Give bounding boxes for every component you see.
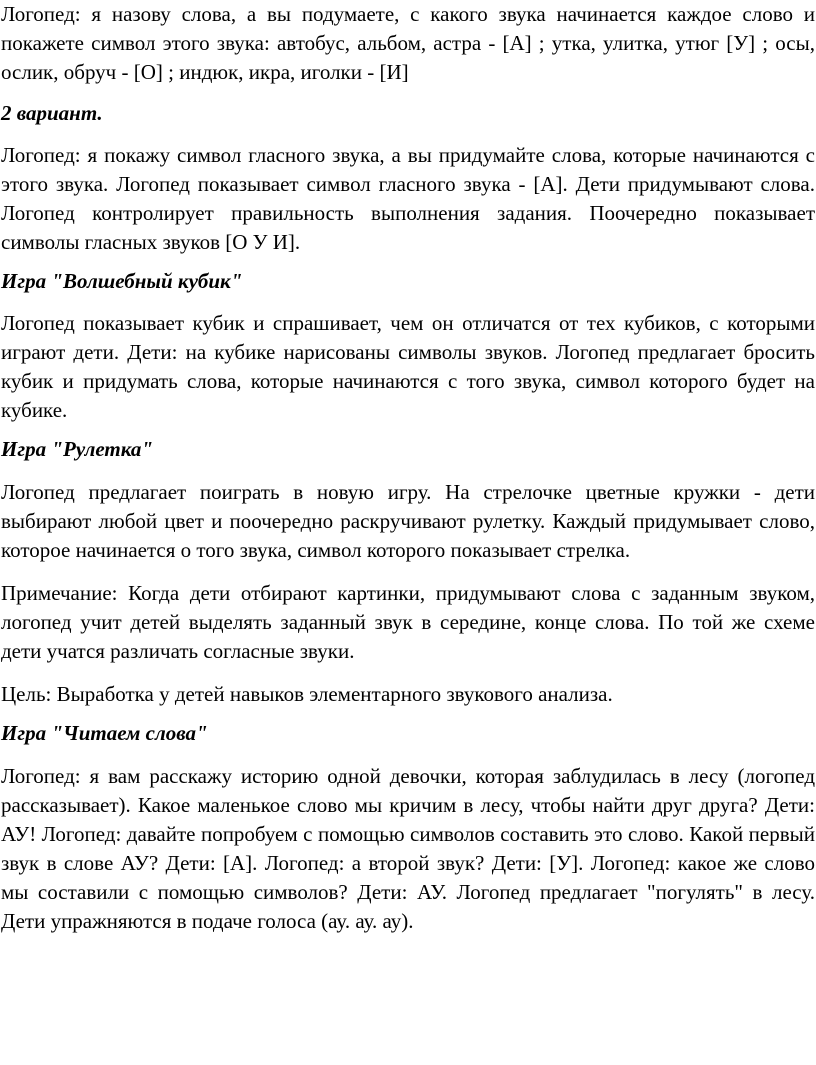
variant2-paragraph: Логопед: я покажу символ гласного звука, а вы придумайте слова, которые начинаются с этого звука. Логопед показывает символ гласного звука - [А]. Дети придумывают слова. Логопед контролирует правильность выполнения задания. Поочередно показывает символы гласных звуков [О У И]. [1,143,815,254]
read-words-paragraph: Логопед: я вам расскажу историю одной девочки, которая заблудилась в лесу (логопед рассказывает). Какое маленькое слово мы кричим в лесу, чтобы найти друг друга? Дети: АУ! Логопед: давайте попробуем с помощью символов составить это слово. Какой первый звук в слове АУ? Дети: [А]. Логопед: а второй звук? Дети: [У]. Логопед: какое же слово мы составили с помощью символов? Дети: АУ. Логопед предлагает "погулять" в лесу. Дети упражняются в подаче голоса (ау. ау. ау). [1,764,815,933]
magic-cube-heading: Игра "Волшебный кубик" [1,269,243,293]
note-paragraph: Примечание: Когда дети отбирают картинки, придумывают слова с заданным звуком, логопед учит детей выделять заданный звук в середине, конце слова. По той же схеме дети учатся различать согласные звуки. [1,581,815,663]
roulette-heading: Игра "Рулетка" [1,437,154,461]
intro-paragraph: Логопед: я назову слова, а вы подумаете, с какого звука начинается каждое слово и покажете символ этого звука: автобус, альбом, астра - [А] ; утка, улитка, утюг [У] ; осы, ослик, обруч - [О] ; индюк, икра, иголки - [И] [1,2,815,84]
goal-paragraph: Цель: Выработка у детей навыков элементарного звукового анализа. [1,682,613,706]
variant2-heading: 2 вариант. [1,101,103,125]
read-words-heading: Игра "Читаем слова" [1,721,208,745]
roulette-paragraph: Логопед предлагает поиграть в новую игру. На стрелочке цветные кружки - дети выбирают любой цвет и поочередно раскручивают рулетку. Каждый придумывает слово, которое начинается о того звука, символ которого показывает стрелка. [1,480,815,562]
magic-cube-paragraph: Логопед показывает кубик и спрашивает, чем он отличатся от тех кубиков, с которыми играют дети. Дети: на кубике нарисованы символы звуков. Логопед предлагает бросить кубик и придумать слова, которые начинаются с того звука, символ которого будет на кубике. [1,311,815,422]
